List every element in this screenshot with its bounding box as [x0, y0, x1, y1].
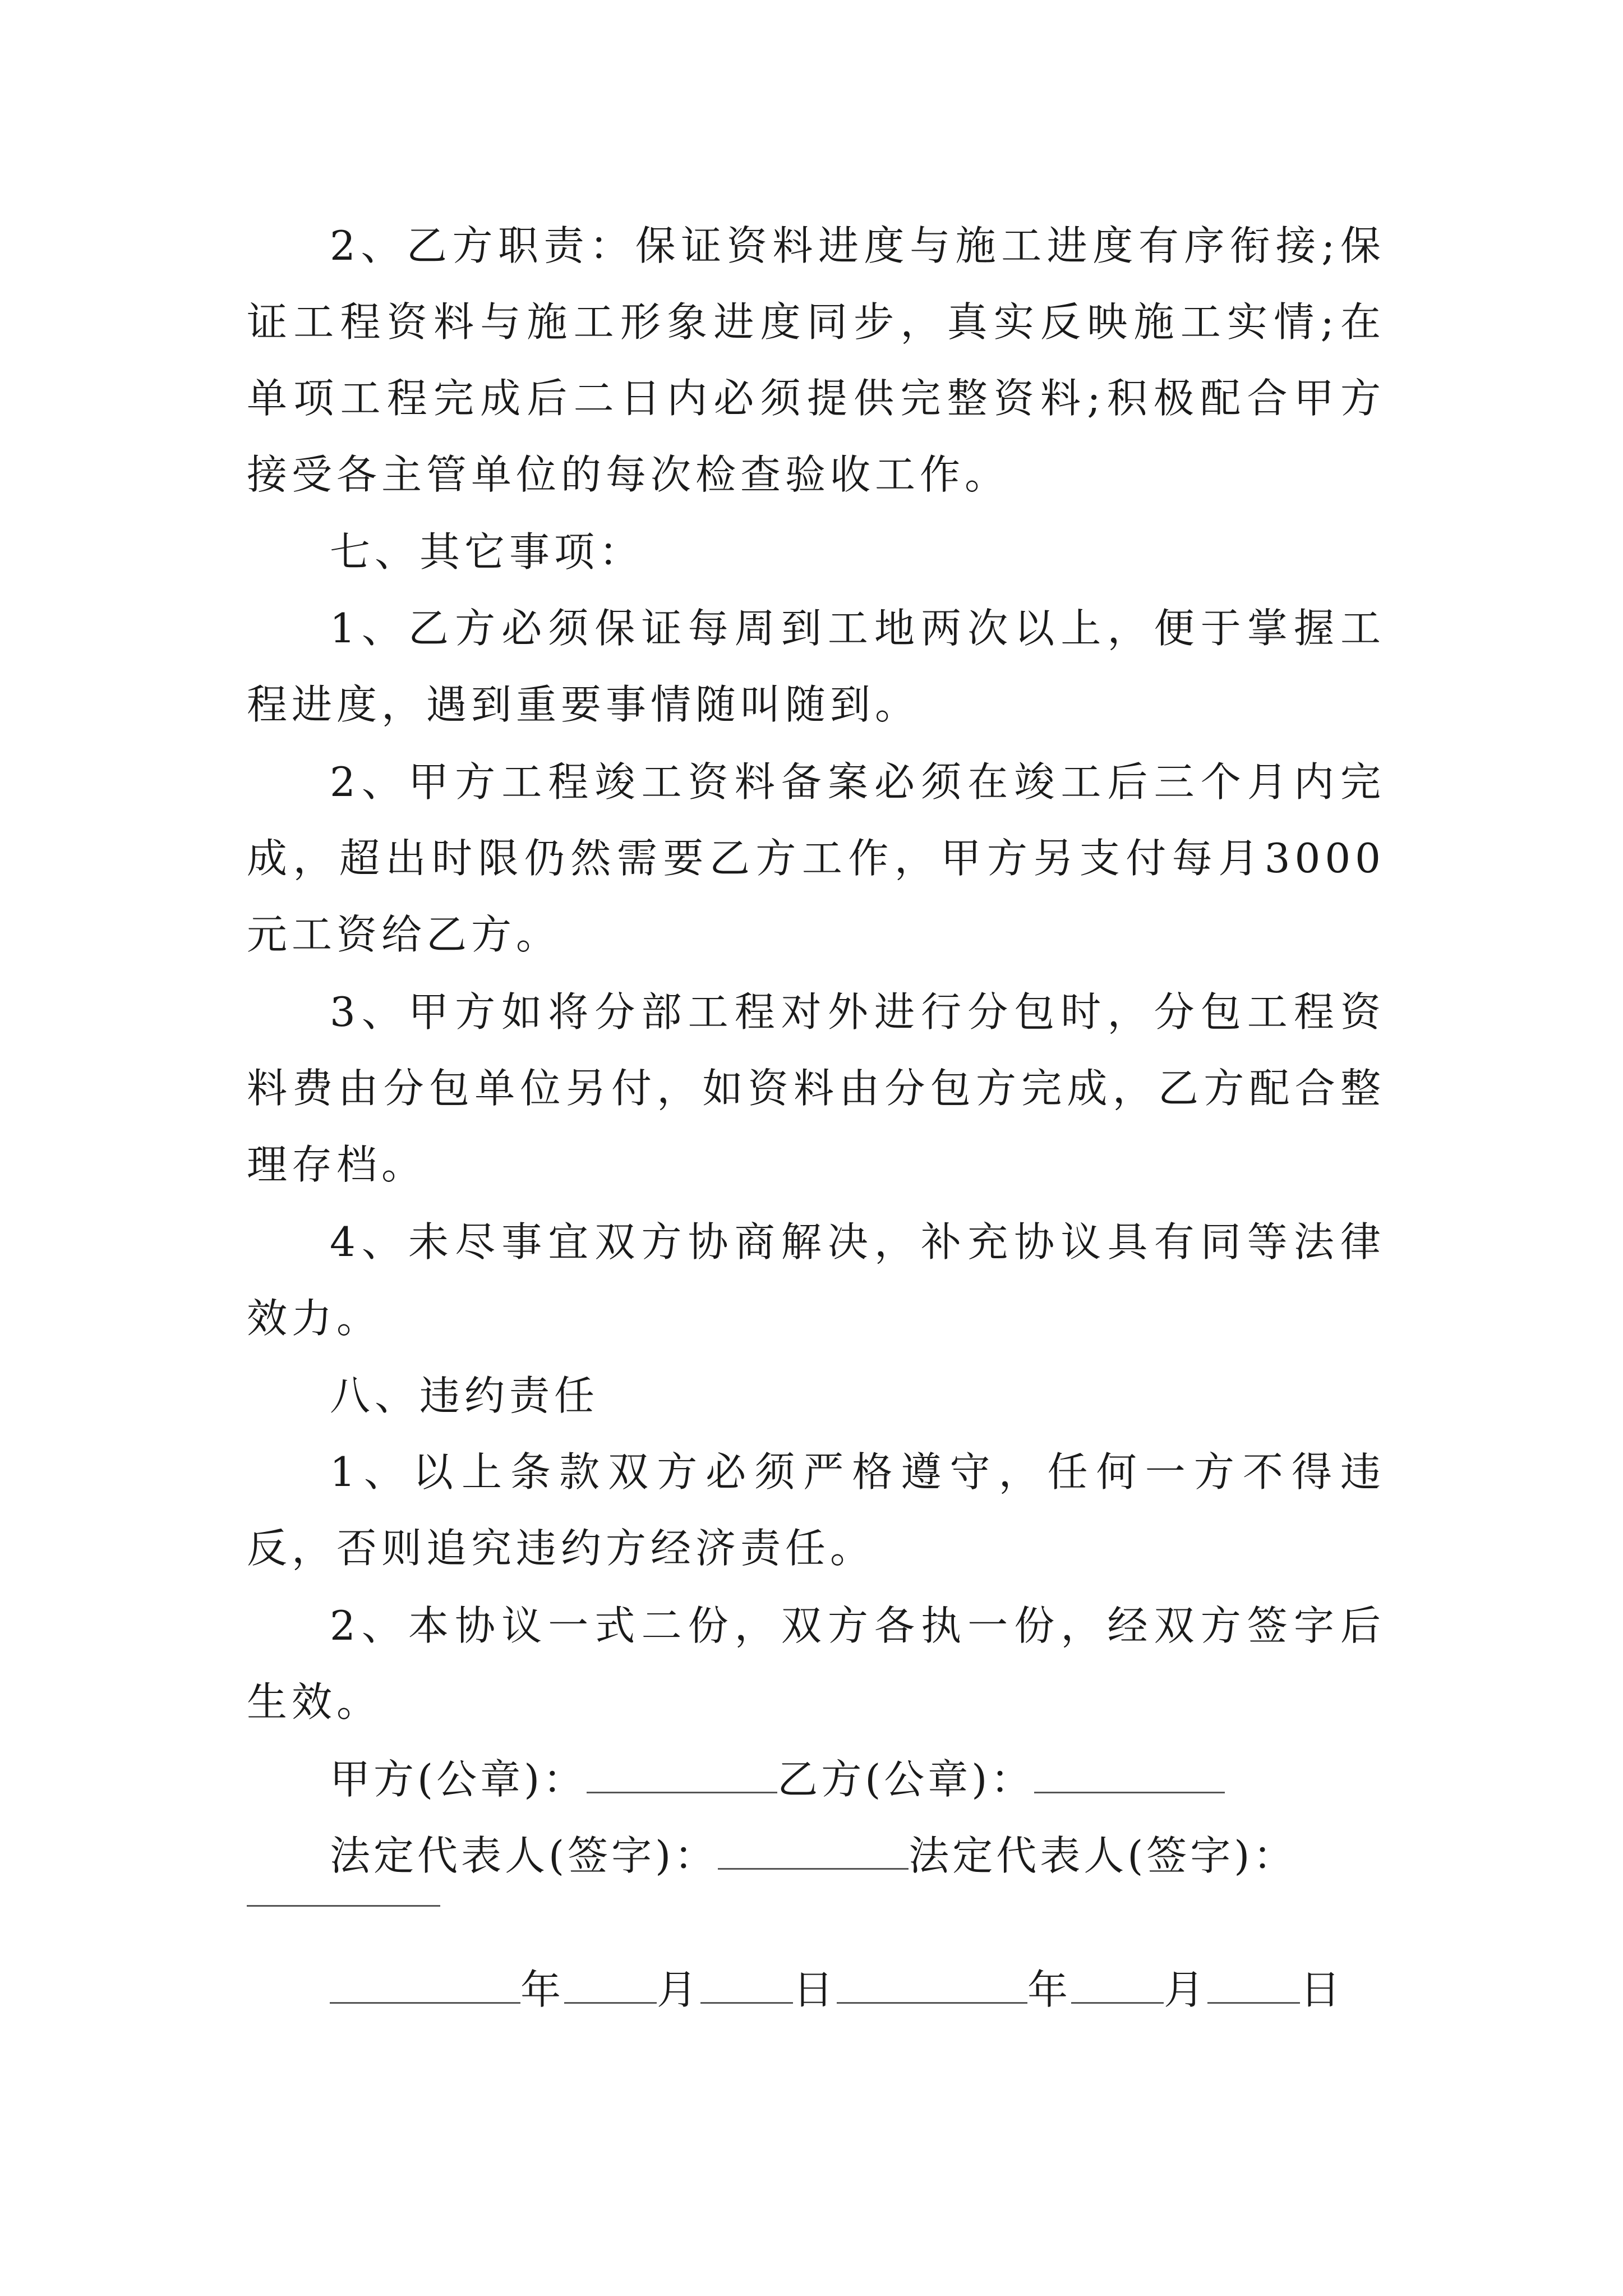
clause-breach-1: 1、以上条款双方必须严格遵守，任何一方不得违反，否则追究违约方经济责任。: [247, 1448, 1385, 1572]
month-a-label: 月: [657, 1966, 701, 2013]
legal-rep-a-blank[interactable]: [718, 1834, 909, 1870]
year-a-blank[interactable]: [330, 1968, 520, 2004]
month-b-blank[interactable]: [1071, 1968, 1164, 2004]
legal-rep-b-blank[interactable]: [247, 1905, 440, 1907]
year-a-label: 年: [520, 1966, 565, 2013]
party-a-seal-label: 甲方(公章)：: [330, 1756, 587, 1803]
clause-other-1: 1、乙方必须保证每周到工地两次以上，便于掌握工程进度，遇到重要事情随叫随到。: [247, 605, 1385, 728]
party-b-seal-blank[interactable]: [1034, 1758, 1225, 1793]
month-a-blank[interactable]: [564, 1968, 657, 2004]
clause-other-3: 3、甲方如将分部工程对外进行分包时，分包工程资料费由分包单位另付，如资料由分包方完成，乙方配合整理存档。: [247, 988, 1385, 1188]
legal-rep-b-label: 法定代表人(签字)：: [909, 1832, 1297, 1879]
clause-other-4: 4、未尽事宜双方协商解决，补充协议具有同等法律效力。: [247, 1218, 1385, 1342]
document-body: [247, 208, 1385, 2028]
section-heading-other-matters: 七、其它事项：: [330, 528, 644, 576]
legal-rep-line: [247, 1818, 1385, 1894]
clause-other-2: 2、甲方工程竣工资料备案必须在竣工后三个月内完成，超出时限仍然需要乙方工作，甲方另支付每月3000元工资给乙方。: [247, 758, 1385, 958]
year-b-blank[interactable]: [837, 1968, 1027, 2004]
year-b-label: 年: [1027, 1966, 1072, 2013]
seal-line: [247, 1741, 1385, 1818]
party-a-seal-blank[interactable]: [587, 1758, 777, 1793]
clause-party-b-duties: 2、乙方职责：保证资料进度与施工进度有序衔接;保证工程资料与施工形象进度同步，真实反映施工实情;在单项工程完成后二日内必须提供完整资料;积极配合甲方接受各主管单位的每次检查验收工作。: [247, 222, 1385, 498]
day-a-label: 日: [793, 1966, 837, 2013]
legal-rep-a-label: 法定代表人(签字)：: [330, 1832, 718, 1879]
section-heading-breach: 八、违约责任: [330, 1372, 600, 1419]
day-a-blank[interactable]: [700, 1968, 793, 2004]
day-b-label: 日: [1300, 1966, 1344, 2013]
date-line: [247, 1952, 1385, 2028]
month-b-label: 月: [1164, 1966, 1208, 2013]
party-b-seal-label: 乙方(公章)：: [777, 1756, 1035, 1803]
clause-breach-2: 2、本协议一式二份，双方各执一份，经双方签字后生效。: [247, 1602, 1385, 1726]
day-b-blank[interactable]: [1207, 1968, 1300, 2004]
